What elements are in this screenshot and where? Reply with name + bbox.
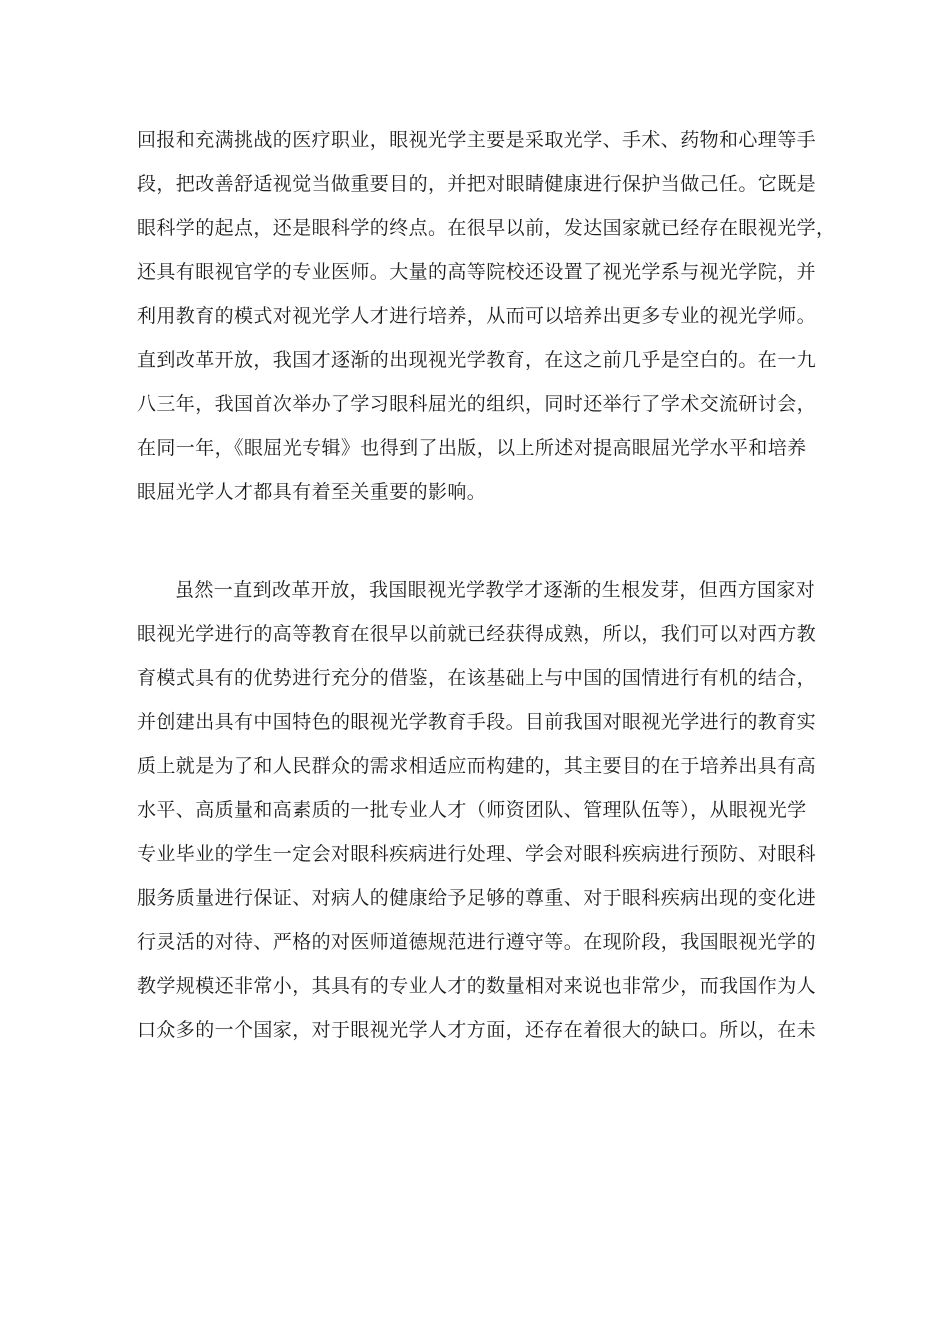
- paragraph-line: 虽然一直到改革开放，我国眼视光学教学才逐渐的生根发芽，但西方国家对: [175, 579, 816, 601]
- paragraph-line: 在同一年，《眼屈光专辑》也得到了出版，以上所述对提高眼屈光学水平和培养: [137, 437, 807, 459]
- paragraph-line: 眼视光学进行的高等教育在很早以前就已经获得成熟，所以，我们可以对西方教: [137, 623, 817, 645]
- paragraph-line: 育模式具有的优势进行充分的借鉴，在该基础上与中国的国情进行有机的结合，: [137, 667, 817, 689]
- paragraph-line: 八三年，我国首次举办了学习眼科屈光的组织，同时还举行了学术交流研讨会，: [137, 393, 817, 415]
- paragraph-line: 口众多的一个国家，对于眼视光学人才方面，还存在着很大的缺口。所以，在未: [137, 1019, 817, 1041]
- paragraph-line: 段，把改善舒适视觉当做重要目的，并把对眼睛健康进行保护当做己任。它既是: [137, 173, 817, 195]
- paragraph-line: 质上就是为了和人民群众的需求相适应而构建的，其主要目的在于培养出具有高: [137, 755, 817, 777]
- paragraph-line: 回报和充满挑战的医疗职业，眼视光学主要是采取光学、手术、药物和心理等手: [137, 129, 817, 151]
- paragraph-line: 还具有眼视官学的专业医师。大量的高等院校还设置了视光学系与视光学院，并: [137, 261, 817, 283]
- paragraph-line: 直到改革开放，我国才逐渐的出现视光学教育，在这之前几乎是空白的。在一九: [137, 349, 817, 371]
- paragraph-line: 专业毕业的学生一定会对眼科疾病进行处理、学会对眼科疾病进行预防、对眼科: [137, 843, 817, 865]
- paragraph-line: 利用教育的模式对视光学人才进行培养，从而可以培养出更多专业的视光学师。: [137, 305, 817, 327]
- paragraph-line: 并创建出具有中国特色的眼视光学教育手段。目前我国对眼视光学进行的教育实: [137, 711, 817, 733]
- paragraph-line: 水平、高质量和高素质的一批专业人才（师资团队、管理队伍等），从眼视光学: [137, 799, 807, 821]
- paragraph-line: 眼屈光学人才都具有着至关重要的影响。: [137, 481, 487, 503]
- paragraph-line: 教学规模还非常小，其具有的专业人才的数量相对来说也非常少，而我国作为人: [137, 975, 817, 997]
- paragraph-line: 行灵活的对待、严格的对医师道德规范进行遵守等。在现阶段，我国眼视光学的: [137, 931, 817, 953]
- paragraph-line: 眼科学的起点，还是眼科学的终点。在很早以前，发达国家就已经存在眼视光学，: [137, 217, 836, 239]
- paragraph-line: 服务质量进行保证、对病人的健康给予足够的尊重、对于眼科疾病出现的变化进: [137, 887, 817, 909]
